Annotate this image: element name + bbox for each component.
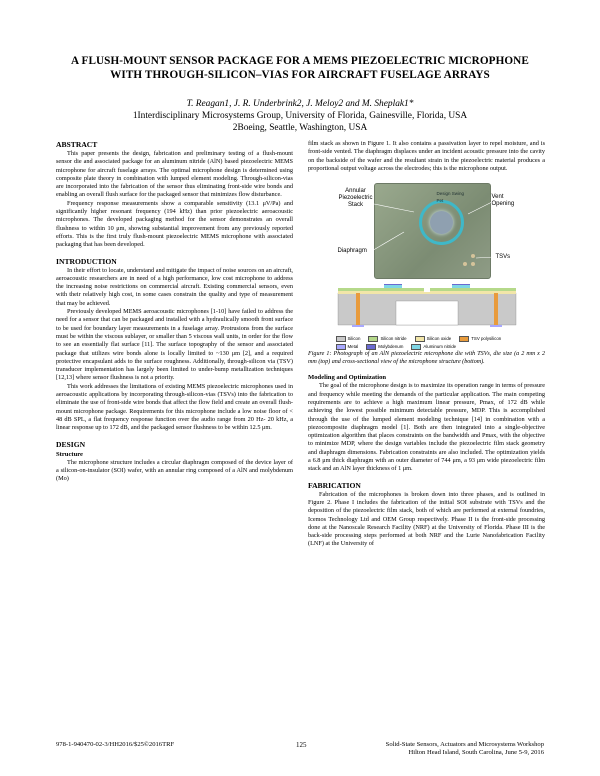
intro-paragraph-1: In their effort to locate, understand and mitigate the impact of noise sources on an aircraft, aeroacoustic researchers are in need of a high performance, low cost microphone to address the increasing noise restrictions on commercial aircraft. Existing commercial sensors, even with their relatively high cost, in some cases constrain the quality and type of measurement that may be achieved. xyxy=(56,266,293,307)
label-diaphragm: Diaphragm xyxy=(337,248,367,255)
label-annular-stack: Annular Piezoelectric Stack xyxy=(338,188,373,209)
footer-conference xyxy=(330,741,544,757)
label-vent-opening: Vent Opening xyxy=(491,194,515,208)
figure-1-legend xyxy=(336,336,518,350)
legend-item: Molybdenum xyxy=(366,344,403,350)
fabrication-heading: FABRICATION xyxy=(308,480,361,490)
design-paragraph-1: The microphone structure includes a circular diaphragm composed of the device layer of a silicon-on-insulator (SOI) wafer, with an annular ring composed of a AlN and molybdenum (Mo) xyxy=(56,458,293,483)
affiliation-2: 2Boeing, Seattle, Washington, USA xyxy=(232,123,368,133)
conference-location: Hilton Head Island, South Carolina, June 5-9, 2016 xyxy=(408,749,544,756)
footer-copyright: 978-1-940470-02-3/HH2016/$25©2016TRF xyxy=(56,741,175,748)
legend-item: Silicon oxide xyxy=(415,336,452,342)
figure-1-caption: Figure 1: Photograph of an AlN piezoelectric microphone die with TSVs, die size (a 2 mm x 2 mm (top) and cross-sectional view of the microphone structure (bottom). xyxy=(308,351,545,366)
label-tsvs: TSVs xyxy=(495,254,511,261)
intro-paragraph-3: This work addresses the limitations of existing MEMS piezoelectric microphones used in aeroacoustic applications by incorporating through-silicon-vias (TSVs) into the fabrication to eliminate the use of front-side wire bonds that affect the flow field and create an overall flush-mount microphone package. Requirements for this microphone include a low noise floor of < 48 dB SPL, a flat frequency response function over the audio range from 20 Hz- 20 kHz, a linear response up to 172 dB, and the packaged sensor flushness to be within 12.5 μm. xyxy=(56,382,293,432)
abstract-paragraph-1: This paper presents the design, fabrication and preliminary testing of a flush-mount sensor die and associated package for an aluminum nitride (AlN) based piezoelectric MEMS microphone for aircraft fuselage arrays. The optimal microphone design is determined using composite plate theory in combination with lumped element modeling. Through-silicon-vias are incorporated into the fabrication of the sensor thus eliminating front-side wire bonds and enabling an overall flush surface for the packaged sensor that minimizes flow disturbance. xyxy=(56,150,293,199)
design-heading: DESIGN xyxy=(56,439,86,449)
abstract-heading: ABSTRACT xyxy=(56,140,98,149)
cross-section-diagram xyxy=(336,283,518,333)
figure-1 xyxy=(336,180,518,350)
page-number: 125 xyxy=(296,741,307,749)
modeling-paragraph-1: The goal of the microphone design is to maximize its operation range in terms of pressure and frequency while meeting the demands of the particular application. The main competing requirements are to achieve a high maximum linear pressure, Pmax, of 172 dB while achieving the lowest possible minimum detectable pressure, MDP. This is accomplished through the use of the lumped element modeling technique [14] in combination with a piezocomposite diaphragm model [1]. Both are then integrated into a single-objective optimization algorithm that places constraints on the bandwidth and Pmax, with the objective to minimize MDP, where the design variables include the piezoelectric film stack geometry and diaphragm dimensions. Fabrication constraints are also included. The optimization yields a 6.8 μm thick diaphragm with an outer diameter of 744 μm, a 93 μm wide piezoelectric film stack and an AlN layer thickness of 1 μm. xyxy=(308,382,545,473)
structure-paragraph-continued: film stack as shown in Figure 1. It also contains a passivation layer to repel moisture, and is front-side vented. The diaphragm displaces under an incident acoustic pressure into the cavity on the backside of the wafer and the resultant strain in the piezoelectric material produces a proportional output voltage across the electrodes; this is the microphone output. xyxy=(308,140,545,172)
figure-1-cross-section xyxy=(336,283,518,333)
structure-subheading: Structure xyxy=(56,450,83,458)
right-column xyxy=(308,140,545,549)
conference-name: Solid-State Sensors, Actuators and Microsystems Workshop xyxy=(385,741,544,748)
legend-item: Aluminum nitride xyxy=(411,344,456,350)
author-block xyxy=(56,98,544,134)
left-column xyxy=(56,140,293,483)
abstract-paragraph-2: Frequency response measurements show a comparable sensitivity (13.1 μV/Pa) and significantly higher resonant frequency (194 kHz) than prior piezoelectric aeroacoustic microphones. The developed packaging method for the sensor demonstrates an overall flushness to within 10 μm, showing substantial improvement from any previously reported efforts. This is the first truly flush-mount piezoelectric MEMS microphone with associated packaging that has been developed. xyxy=(56,199,293,249)
introduction-heading: INTRODUCTION xyxy=(56,256,117,266)
affiliation-1: 1Interdisciplinary Microsystems Group, University of Florida, Gainesville, Florida, USA xyxy=(132,111,468,121)
paper-title: A FLUSH-MOUNT SENSOR PACKAGE FOR A MEMS PIEZOELECTRIC MICROPHONE WITH THROUGH-SILICON–VIAS FOR AIRCRAFT FUSELAGE ARRAYS xyxy=(71,55,529,81)
figure-1-photograph xyxy=(336,180,518,280)
fabrication-paragraph-1: Fabrication of the microphones is broken down into three phases, and is outlined in Figure 2. Phase I includes the fabrication of the initial SOI substrate with TSVs and the deposition of the piezoelectric film stack, both of which are performed at external foundries, Icemos Technology Ltd and OEM Group respectively. Phase II is the front-side processing done at the Nanoscale Research Facility (NRF) at the University of Florida. Phase III is the back-side processing steps performed at both NRF and the Lurie Nanofabrication Facility (LNF) at the University of xyxy=(308,490,545,548)
intro-paragraph-2: Previously developed MEMS aeroacoustic microphones [1-10] have failed to address the need for a sensor that can be packaged and installed with a hydraulically smooth front surface to be used for boundary layer measurements in a fuselage array. Protrusions from the surface must be within the viscous sublayer, or smaller than 5 viscous wall units, in order for the flow to see an essentially flat surface [11]. The surface topography of the sensor and associated package that utilizes wire bonds alone is locally limited to ~130 μm [2], and a required protective encapsulant adds to the surface roughness. Additionally, through-silicon via (TSV) transducer implementation has largely been limited to under-bump metallization techniques [12,13] where sensor flushness is not a priority. xyxy=(56,308,293,382)
legend-item: TSV polysilicon xyxy=(459,336,501,342)
author-names: T. Reagan1, J. R. Underbrink2, J. Meloy2 and M. Sheplak1* xyxy=(186,99,414,109)
callout-lines xyxy=(336,180,518,280)
legend-item: Silicon nitride xyxy=(368,336,406,342)
legend-item: Metal xyxy=(336,344,359,350)
die-marking: Design Swing Pet xyxy=(436,191,465,204)
modeling-heading: Modeling and Optimization xyxy=(308,374,387,382)
legend-item: Silicon xyxy=(336,336,361,342)
